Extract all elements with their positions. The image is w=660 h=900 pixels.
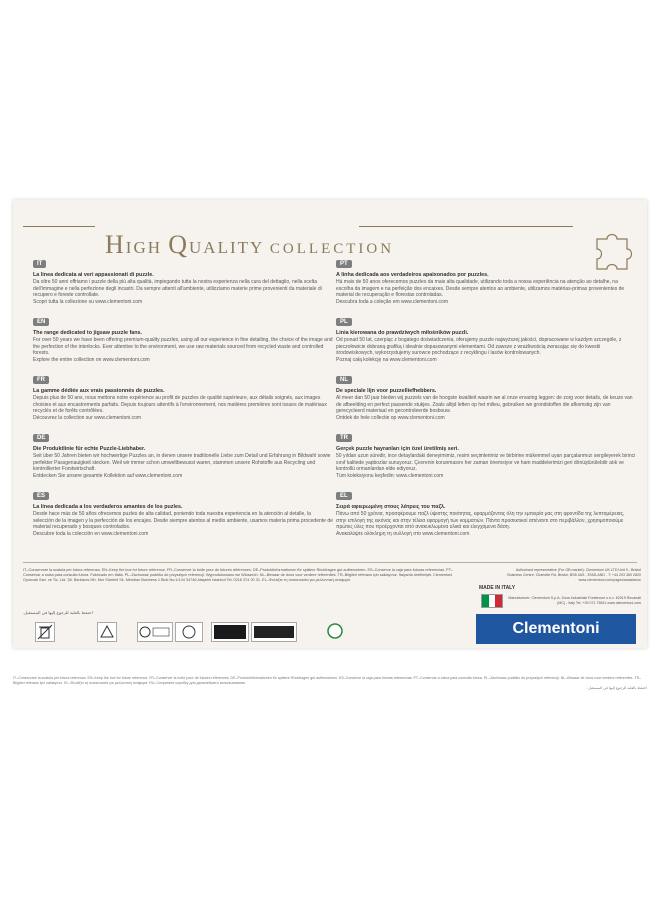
plastic-recycle-icon xyxy=(97,622,117,642)
block-title: The range dedicated to jigsaw puzzle fans. xyxy=(33,330,143,336)
manufacturer-info: Manufacturer: Clementoni S.p.A. Zona Industriale Fontenoce s.n.c. 62019 Recanati (MC) - Italy Tel. +39 071 75811 www.clementoni.com xyxy=(508,596,641,605)
lang-block-de xyxy=(33,426,333,484)
title-letter-h: H xyxy=(105,230,126,259)
lang-block-es xyxy=(33,484,333,542)
block-title: De speciale lijn voor puzzelliefhebbers. xyxy=(336,388,437,394)
lang-tag: PL xyxy=(336,318,352,326)
flag-white-stripe xyxy=(489,595,496,607)
lang-block-nl xyxy=(336,368,636,426)
block-title: La línea dedicada a los verdaderos amantes de los puzles. xyxy=(33,504,183,510)
block-body: Da oltre 50 anni offriamo i puzzle della più alta qualità, impiegando tutta la nostra esperienza nella cura del dettaglio, nella scelta dell'immagine e nella perfezione degli incastri. Da sempre attenti all'ambiente, utilizziamo materie prime provenienti da materiale di recupero e foreste controllate. Scopri tutta la collezione su www.clementoni.com xyxy=(33,279,322,305)
collection-link: Ontdek de hele collectie op www.clementoni.com xyxy=(336,414,445,421)
lang-block-pt xyxy=(336,252,636,310)
block-title: Σειρά αφιερωμένη στους λάτρεις του παζλ. xyxy=(336,504,446,510)
block-body: For over 50 years we have been offering premium-quality puzzles, using all our experience in fine detailing, the choice of the image and the perfection of the interlocks. Ever attentive to the environment, we use raw materials sourced from recycled waste and controlled forests. Explore the entire collection on www.clementoni.com xyxy=(33,337,333,363)
block-body: Depuis plus de 50 ans, nous mettons notre expérience au profit de puzzles de qualité supérieure, aux détails soignés, aux images choisies et aux encastrements parfaits. Depuis toujours attentifs à l'environnement, nos matières premières sont issues de matériaux recyclés et de forêts contrôlées. Découvrez la collection sur www.clementoni.com xyxy=(33,395,327,421)
footer-divider xyxy=(23,562,637,563)
block-body: Od ponad 50 lat, czerpiąc z bogatego doświadczenia, oferujemy puzzle najwyższej jakości, dopracowane w każdym szczególe, z pieczołowicie dobraną grafiką i idealnie dopasowanymi elementami. Od zawsze z wrażliwością zwracając się do kwestii środowiskowych, wykorzystujemy surowce pochodzące z recyklingu i lasów kontrolowanych. Poznaj całą kolekcję na www.clementoni.com xyxy=(336,337,622,363)
lang-block-tr xyxy=(336,426,636,484)
block-title: La linea dedicata ai veri appassionati di puzzle. xyxy=(33,272,154,278)
lang-tag: TR xyxy=(336,434,352,442)
block-body: Seit über 50 Jahren bieten wir hochwertige Puzzles an, in denen unsere traditionelle Liebe zum Detail und Erfahrung in Bildwahl sowie perfekter Passgenauigkeit stecken. Weil wir immer schon umweltbewusst waren, stammen unsere Rohstoffe aus Recycling und kontrollierter Forstwirtschaft. Entdecken Sie unsere gesamte Kollektion auf www.clementoni.com xyxy=(33,453,331,479)
title-letter-q: Q xyxy=(168,230,190,259)
header-rule-left xyxy=(23,226,95,227)
lang-tag: DE xyxy=(33,434,49,442)
recycle-loop-icon xyxy=(175,622,203,642)
lang-block-it xyxy=(33,252,333,310)
block-title: La gamme dédiée aux vrais passionnés de puzzles. xyxy=(33,388,165,394)
block-title: Linia kierowana do prawdziwych miłośników puzzli. xyxy=(336,330,469,336)
arabic-notice: احتفظ بالعلبة للرجوع إليها في المستقبل. xyxy=(23,610,93,615)
lang-tag: IT xyxy=(33,260,46,268)
made-in-italy-label: MADE IN ITALY xyxy=(479,585,516,591)
header xyxy=(13,200,647,259)
block-title: Gerçek puzzle hayranları için özel üretilmiş seri. xyxy=(336,446,459,452)
collection-link: Ανακαλύψτε ολόκληρη τη συλλογή στο www.clementoni.com xyxy=(336,530,470,537)
certification-logos xyxy=(35,620,415,646)
lang-tag: PT xyxy=(336,260,352,268)
block-body: Πάνω από 50 χρόνια, προσφέρουμε παζλ ύψιστης ποιότητας, εφαρμόζοντας όλη την εμπειρία μας στη φροντίδα της λεπτομέρειας, στην επιλογή της εικόνας και στην τέλεια εφαρμογή των κομματιών. Πάντα προσεκτικοί απέναντι στο περιβάλλον, χρησιμοποιούμε πρώτες ύλες που προέρχονται από ανακυκλωμένα υλικά και ελεγχόμενα δάση. Ανακαλύψτε ολόκληρη τη συλλογή στο www.clementoni.com xyxy=(336,511,625,537)
triman-icon xyxy=(251,622,297,642)
flag-green-stripe xyxy=(482,595,489,607)
bottom-multilang-text: IT–Conservare la scatola per futura referenza. EN–Keep the box for future reference. FR–Conserver la boîte pour de futures références. DE–Produktinformationen für spätere Rückfragen gut aufbewahren. ES–Conserve la caja para futuras referencias. PT–Conservar a caixa para consulta futura. PL–Zachować pudełko do przyszłych referencji. NL–Bewaar de doos voor verdere referenties. TR–Bilgileri referans için saklayınız. EL–Φυλάξτε τη συσκευασία για μελλοντική αναφορά. RU–Сохраните коробку для дальнейшего использования. xyxy=(13,676,642,685)
authorised-representative: Authorised representative (For GB market): Clementoni UK LTD Unit 9 - Bristol Business Centre, Charlotte Rd, Bristol, BS8 4AS - ENGLAND - T: +44 203 360 2820 www.clementoni.com/pages/assistance xyxy=(507,568,641,582)
left-column xyxy=(33,252,333,542)
title-rest-2: UALITY xyxy=(189,238,270,257)
lang-tag: EN xyxy=(33,318,49,326)
fsc-logo xyxy=(137,622,173,642)
recycle-bin-icon xyxy=(35,622,55,642)
block-title: A linha dedicada aos verdadeiros apaixonados por puzzles. xyxy=(336,272,489,278)
block-body: Desde hace más de 50 años ofrecemos puzles de alta calidad, poniendo toda nuestra experiencia en la atención al detalle, la selección de la imagen y la perfección de los encajes. Desde siempre atentos al medio ambiente, usamos materia prima procedente de material recuperado y bosques controlados. Descubre toda la colección en www.clementoni.com xyxy=(33,511,333,537)
collection-link: Tüm koleksiyonu keşfedin: www.clementoni.com xyxy=(336,472,444,479)
lang-block-fr xyxy=(33,368,333,426)
block-title: Die Produktlinie für echte Puzzle-Liebhaber. xyxy=(33,446,146,452)
collection-link: Descubre toda la colección en www.clementoni.com xyxy=(33,530,149,537)
footer xyxy=(13,564,647,648)
collection-link: Découvrez la collection sur www.clementoni.com xyxy=(33,414,142,421)
title-rest: IGH xyxy=(125,238,169,257)
collection-link: Poznaj całą kolekcję na www.clementoni.com xyxy=(336,356,437,363)
title-collection: COLLECTION xyxy=(269,241,395,257)
lang-tag: FR xyxy=(33,376,49,384)
keep-box-notice: IT–Conservare la scatola per futura referenza. EN–Keep the box for future reference. FR–Conserver la boîte pour de futures références. DE–Produktinformationen für spätere Rückfragen gut aufbewahren. ES–Conserve la caja para futuras referencias. PT–Conservar a caixa para consulta futura. Fabricado em Itália. PL–Zachować pudełko do przyszłych referencji. Wyprodukowano we Włoszech. NL–Bewaar de doos voor verdere referenties. TR–Bilgileri referans için saklayınız. İtalya'da üretilmiştir. Clementoni Oyuncak San. ve Tic. Ltd. Şti. Barbaros Mh. Mor Sümbül Sk. Meridian Business 1 Blok No:1/144 34746 Ataşehir İstanbul Tel: 0216 374 20 31. EL–Φυλάξτε τη συσκευασία για μελλοντική αναφορά. xyxy=(23,568,454,582)
bottom-notice-strip xyxy=(13,676,647,708)
collection-link: Entdecken Sie unsere gesamte Kollektion auf www.clementoni.com xyxy=(33,472,183,479)
lang-tag: NL xyxy=(336,376,352,384)
lang-block-el xyxy=(336,484,636,542)
block-body: Há mais de 50 anos oferecemos puzzles da mais alta qualidade, utilizando toda a nossa experiência na atenção ao detalhe, na escolha da imagem e na perfeição dos encaixes. Desde sempre atentos ao ambiente, utilizamos matérias-primas provenientes de material de recuperação e florestas controladas. Descubra toda a coleção em www.clementoni.com xyxy=(336,279,625,305)
right-column xyxy=(336,252,636,542)
block-body: Al meer dan 50 jaar bieden wij puzzels van de hoogste kwaliteit waarin we al onze ervaring leggen: de zorg voor details, de keuze van de afbeelding en perfect passende stukjes. Zoals altijd letten op het milieu, gebruiken we grondstoffen die afkomstig zijn van gerecycleerd materiaal en gecontroleerde bosbouw. Ontdek de hele collectie op www.clementoni.com xyxy=(336,395,633,421)
header-rule-right xyxy=(359,226,573,227)
bottom-arabic-text: احتفظ بالعلبة للرجوع إليها في المستقبل. xyxy=(587,686,647,691)
green-dot-icon xyxy=(325,622,345,640)
lang-block-pl xyxy=(336,310,636,368)
collection-link: Scopri tutta la collezione su www.clementoni.com xyxy=(33,298,143,305)
lang-tag: EL xyxy=(336,492,352,500)
puzzle-insert-card xyxy=(13,200,647,648)
block-body: 50 yıldan uzun süredir, ince detaylardaki deneyimimiz, resim seçimlerimiz ve birbirine mükemmel uyan parçalarımızı sergileyerek birinci sınıf kalitede yapbozlar sunuyoruz. Çevrenin korunmasını her zaman önemsiyor ve ham maddelerimizi geri dönüştürülebilir atık ve kontrollü ormanlardan elde ediyoruz. Tüm koleksiyonu keşfedin: www.clementoni.com xyxy=(336,453,636,479)
lang-tag: ES xyxy=(33,492,49,500)
clementoni-logo: Clementoni xyxy=(476,614,636,644)
collection-link: Descubra toda a coleção em www.clementoni.com xyxy=(336,298,448,305)
italy-flag-icon xyxy=(481,594,503,608)
collection-link: Explore the entire collection on www.clementoni.com xyxy=(33,356,150,363)
lang-block-en xyxy=(33,310,333,368)
donner-recycler-icon xyxy=(211,622,249,642)
